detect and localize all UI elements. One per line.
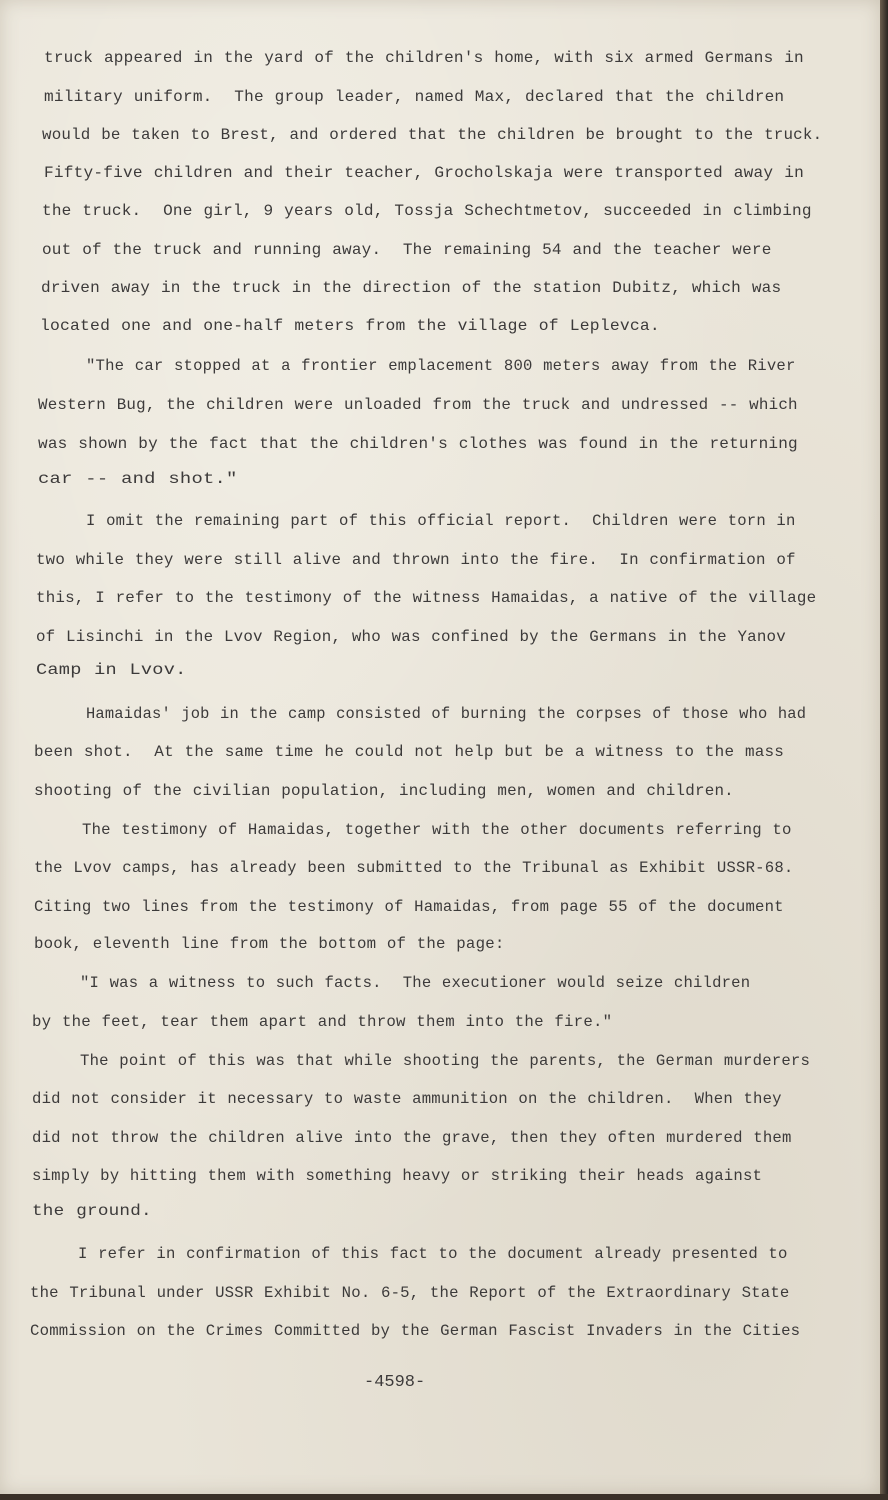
text-line: "The car stopped at a frontier emplacement 800 meters away from the River (86, 357, 796, 375)
text-line: driven away in the truck in the direction of the station Dubitz, which was (41, 279, 782, 297)
text-line: I refer in confirmation of this fact to the document already presented to (78, 1245, 788, 1263)
text-line: truck appeared in the yard of the children's home, with six armed Germans in (44, 49, 804, 67)
text-line: car -- and shot." (38, 470, 238, 488)
scan-edge-bottom (0, 1494, 888, 1500)
text-line: Hamaidas' job in the camp consisted of burning the corpses of those who had (86, 705, 807, 723)
text-line: two while they were still alive and thrown into the fire. In confirmation of (36, 551, 796, 569)
text-line: military uniform. The group leader, named Max, declared that the children (44, 88, 785, 106)
text-line: the truck. One girl, 9 years old, Tossja Schechtmetov, succeeded in climbing (42, 202, 812, 220)
text-line: did not throw the children alive into the grave, then they often murdered them (32, 1129, 792, 1147)
text-line: Citing two lines from the testimony of Hamaidas, from page 55 of the document (34, 898, 784, 916)
text-line: by the feet, tear them apart and throw them into the fire." (32, 1013, 613, 1031)
text-line: "I was a witness to such facts. The executioner would seize children (80, 974, 751, 992)
text-line: located one and one-half meters from the village of Leplevca. (40, 317, 660, 335)
text-line: shooting of the civilian population, including men, women and children. (34, 782, 734, 800)
text-line: Fifty-five children and their teacher, Grocholskaja were transported away in (44, 164, 804, 182)
text-line: was shown by the fact that the children's clothes was found in the returning (38, 435, 798, 453)
text-line: the ground. (32, 1202, 152, 1220)
text-line: The point of this was that while shooting the parents, the German murderers (80, 1052, 811, 1070)
text-line: out of the truck and running away. The remaining 54 and the teacher were (42, 241, 772, 259)
text-line: did not consider it necessary to waste ammunition on the children. When they (32, 1090, 782, 1108)
text-line: would be taken to Brest, and ordered that the children be brought to the truck. (42, 126, 823, 144)
text-line: the Lvov camps, has already been submitted to the Tribunal as Exhibit USSR-68. (34, 859, 794, 877)
text-line: Commission on the Crimes Committed by the German Fascist Invaders in the Cities (30, 1322, 801, 1340)
text-line: this, I refer to the testimony of the witness Hamaidas, a native of the village (36, 589, 817, 607)
scan-edge-right (880, 0, 888, 1500)
text-line: the Tribunal under USSR Exhibit No. 6-5, the Report of the Extraordinary State (30, 1284, 790, 1302)
text-line: simply by hitting them with something heavy or striking their heads against (32, 1167, 763, 1185)
page-number: -4598- (364, 1373, 426, 1392)
text-line: The testimony of Hamaidas, together with the other documents referring to (82, 821, 792, 839)
text-line: been shot. At the same time he could not help but be a witness to the mass (34, 743, 785, 761)
text-line: Western Bug, the children were unloaded from the truck and undressed -- which (38, 396, 798, 414)
text-line: book, eleventh line from the bottom of the page: (34, 935, 505, 953)
text-line: I omit the remaining part of this official report. Children were torn in (86, 512, 796, 530)
text-line: of Lisinchi in the Lvov Region, who was confined by the Germans in the Yanov (36, 628, 786, 646)
text-line: Camp in Lvov. (36, 661, 187, 679)
